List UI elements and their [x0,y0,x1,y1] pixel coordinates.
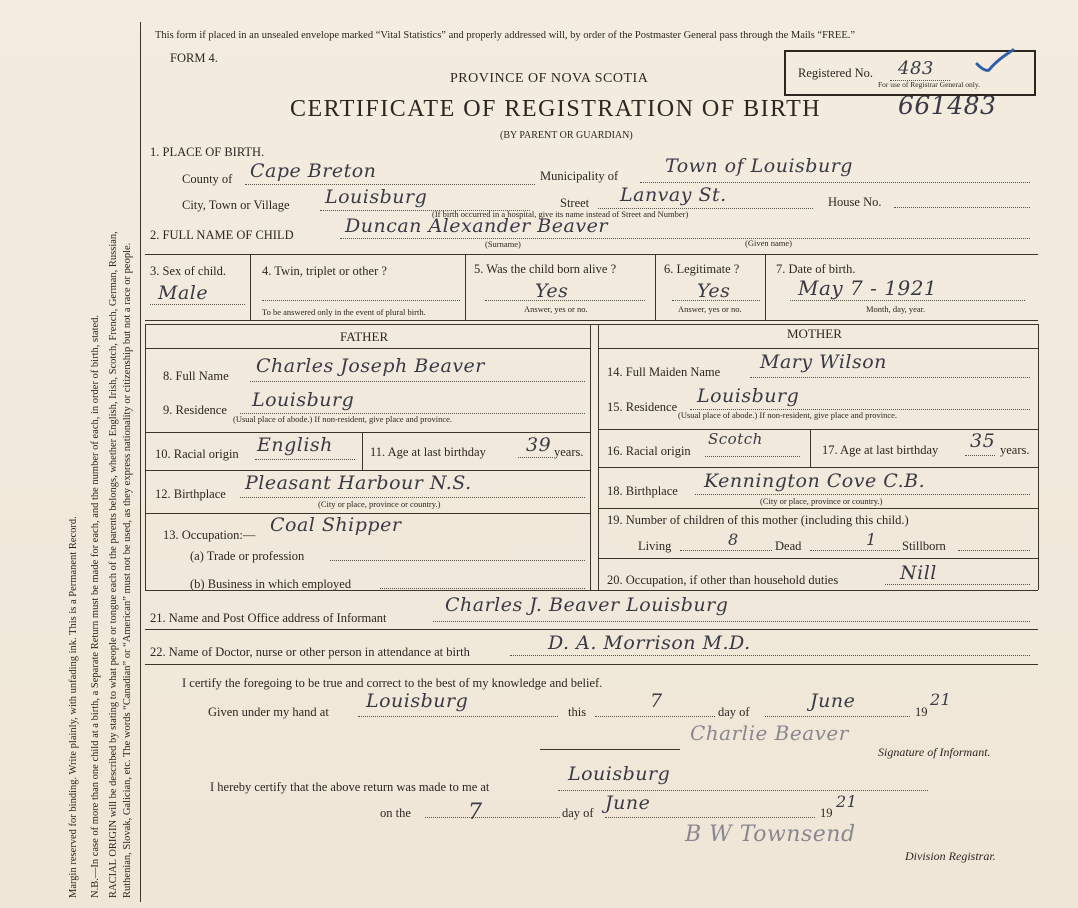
county-label: County of [182,172,233,186]
street-value: Lanvay St. [620,184,727,206]
mother-residence-label: 15. Residence [607,400,678,414]
margin-line-3: RACIAL ORIGIN will be described by stating to what people or tongue each of the parents belongs, whether English, Irish, Scotch, French, German, Russian, [108,231,119,898]
given-place-value: Louisburg [366,690,469,712]
informant-label: 21. Name and Post Office address of Informant [150,611,387,625]
father-birthplace-value: Pleasant Harbour N.S. [245,472,472,494]
handwritten-number: 661483 [898,91,997,120]
mother-age-label: 17. Age at last birthday [822,443,939,457]
born-alive-value: Yes [535,280,569,302]
mother-occupation-label: 20. Occupation, if other than household duties [607,573,839,587]
registrar-month-value: June [605,792,651,814]
city-label: City, Town or Village [182,198,290,212]
certificate-subtitle: (BY PARENT OR GUARDIAN) [500,130,633,141]
mother-race-label: 16. Racial origin [607,444,691,458]
registrar-place-value: Louisburg [568,763,671,785]
father-age-label: 11. Age at last birthday [370,445,486,459]
form-number: FORM 4. [170,51,218,65]
mother-residence-note: (Usual place of abode.) If non-resident, give place and province. [678,410,898,420]
province-heading: PROVINCE OF NOVA SCOTIA [450,71,649,86]
child-name-label: 2. FULL NAME OF CHILD [150,228,294,242]
mother-occupation-value: Nill [900,562,937,584]
twin-label: 4. Twin, triplet or other ? [262,264,387,278]
mother-age-value: 35 [970,430,996,452]
certificate-title: CERTIFICATE OF REGISTRATION OF BIRTH [290,96,822,122]
born-alive-label: 5. Was the child born alive ? [474,262,617,276]
dob-label: 7. Date of birth. [776,262,856,276]
legitimate-value: Yes [697,280,731,302]
mother-birthplace-label: 18. Birthplace [607,484,678,498]
father-age-years: years. [554,445,584,459]
father-business-label: (b) Business in which employed [190,577,352,591]
municipality-label: Municipality of [540,169,619,183]
hospital-note: (If birth occurred in a hospital, give its name instead of Street and Number) [432,209,689,219]
father-race-label: 10. Racial origin [155,447,239,461]
cert-day-of-label: day of [718,705,750,719]
margin-line-2: N.B.—In case of more than one child at a birth, a Separate Return must be made for each, and the number of each, in order of birth, stated. [90,314,101,898]
sex-label: 3. Sex of child. [150,264,227,278]
municipality-value: Town of Louisburg [665,155,853,177]
mother-birthplace-value: Kennington Cove C.B. [704,470,926,492]
legitimate-note: Answer, yes or no. [678,304,742,314]
father-race-value: English [257,434,333,456]
mother-birthplace-note: (City or place, province or country.) [760,496,883,506]
dob-value: May 7 - 1921 [798,276,938,300]
mother-header: MOTHER [787,326,842,341]
certify-statement: I certify the foregoing to be true and correct to the best of my knowledge and belief. [182,676,603,690]
father-occupation-label: 13. Occupation:— [163,528,256,542]
street-label: Street [560,196,590,210]
cert-year-prefix: 19 [915,705,928,719]
registered-number: 483 [898,58,934,79]
margin-notes [10,20,135,900]
county-value: Cape Breton [250,160,377,182]
city-value: Louisburg [325,186,428,208]
father-header: FATHER [340,329,389,344]
informant-value: Charles J. Beaver Louisburg [445,594,729,616]
registrar-signature-label: Division Registrar. [905,849,996,863]
cert-day-value: 7 [650,690,663,712]
given-name-note: (Given name) [745,238,792,248]
registrar-statement: I hereby certify that the above return was made to me at [210,780,490,794]
registrar-on-label: on the [380,806,411,820]
margin-line-1: Margin reserved for binding. Write plainly, with unfading ink. This is a Permanent Record. [68,516,79,898]
father-birthplace-note: (City or place, province or country.) [318,499,441,509]
registrar-year-value: 21 [836,792,858,811]
father-residence-value: Louisburg [252,389,355,411]
registrar-signature: B W Townsend [685,822,856,847]
informant-signature-label: Signature of Informant. [878,745,991,759]
father-trade-label: (a) Trade or profession [190,549,305,563]
living-value: 8 [728,530,739,549]
dead-label: Dead [775,539,802,553]
house-number-label: House No. [828,195,882,209]
father-birthplace-label: 12. Birthplace [155,487,226,501]
mother-age-years: years. [1000,443,1030,457]
doctor-value: D. A. Morrison M.D. [548,632,751,654]
father-age-value: 39 [526,434,552,456]
registered-label: Registered No. [798,66,873,80]
check-mark-icon [975,46,1015,76]
father-occupation-value: Coal Shipper [270,514,402,536]
dead-value: 1 [866,530,877,549]
cert-year-value: 21 [930,690,952,709]
twin-note: To be answered only in the event of plural birth. [262,307,426,317]
father-name-label: 8. Full Name [163,369,229,383]
doctor-label: 22. Name of Doctor, nurse or other person in attendance at birth [150,645,470,659]
mother-children-label: 19. Number of children of this mother (including this child.) [607,513,909,527]
living-label: Living [638,539,672,553]
registered-note: For use of Registrar General only. [878,80,980,89]
place-of-birth-label: 1. PLACE OF BIRTH. [150,145,265,159]
registrar-day-of-label: day of [562,806,594,820]
mother-name-value: Mary Wilson [760,351,887,373]
informant-signature: Charlie Beaver [690,721,849,745]
registrar-day-value: 7 [468,800,483,825]
dob-note: Month, day, year. [866,304,926,314]
mother-residence-value: Louisburg [697,385,800,407]
mother-race-value: Scotch [708,430,763,448]
stillborn-label: Stillborn [902,539,946,553]
father-residence-label: 9. Residence [163,403,227,417]
child-name-value: Duncan Alexander Beaver [345,215,608,237]
postal-notice: This form if placed in an unsealed envelope marked “Vital Statistics” and properly addressed will, by order of the Postmaster General pass through the Mails “FREE.” [155,30,856,41]
legitimate-label: 6. Legitimate ? [664,262,740,276]
margin-line-4: Ruthenian, Slovak, Galician, etc. The words “Canadian” or “American” must not be used, as they express nationality or citizenship but not a race or people. [122,242,133,898]
mother-name-label: 14. Full Maiden Name [607,365,721,379]
registrar-year-prefix: 19 [820,806,833,820]
father-name-value: Charles Joseph Beaver [256,355,485,377]
surname-note: (Surname) [485,239,521,249]
sex-value: Male [158,282,209,304]
cert-month-value: June [810,690,856,712]
father-residence-note: (Usual place of abode.) If non-resident, give place and province. [233,414,453,424]
given-under-label: Given under my hand at [208,705,329,719]
born-alive-note: Answer, yes or no. [524,304,588,314]
this-label: this [568,705,587,719]
